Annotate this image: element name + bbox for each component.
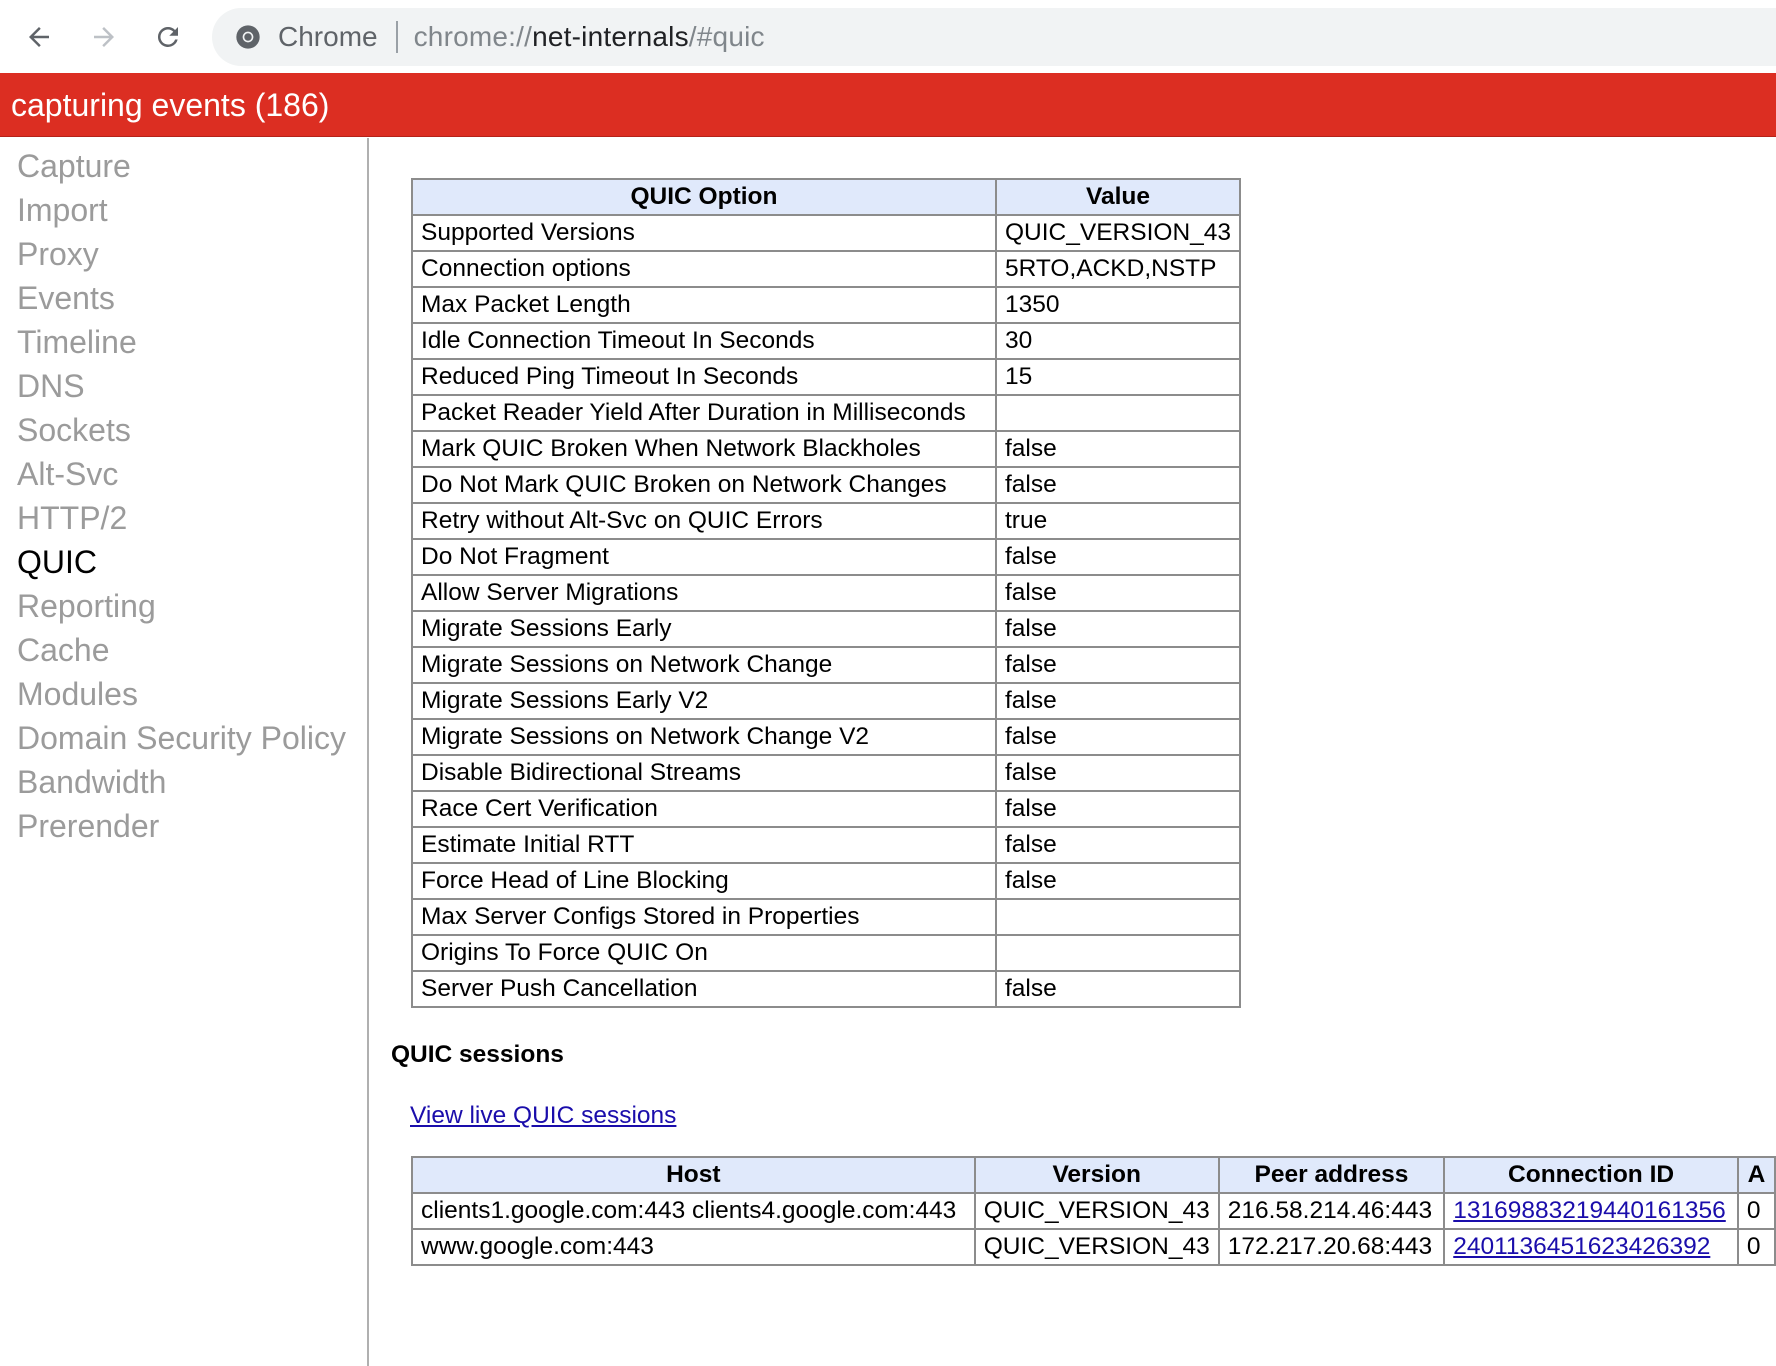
option-name-cell: Race Cert Verification <box>412 791 996 827</box>
column-header: QUIC Option <box>412 179 996 215</box>
quic-options-table <box>411 178 1241 1008</box>
table-row <box>412 863 1240 899</box>
table-row <box>412 395 1240 431</box>
option-value-cell: false <box>996 575 1240 611</box>
version-cell: QUIC_VERSION_43 <box>975 1229 1219 1265</box>
option-value-cell: false <box>996 431 1240 467</box>
table-header-row <box>412 179 1240 215</box>
main-content <box>371 138 1776 1366</box>
option-name-cell: Do Not Mark QUIC Broken on Network Changes <box>412 467 996 503</box>
arrow-left-icon <box>24 22 54 52</box>
table-row <box>412 287 1240 323</box>
peer-address-cell: 216.58.214.46:443 <box>1219 1193 1445 1229</box>
option-name-cell: Max Packet Length <box>412 287 996 323</box>
option-value-cell: false <box>996 647 1240 683</box>
table-row <box>412 503 1240 539</box>
connection-id-link[interactable]: 13169883219440161356 <box>1453 1197 1726 1224</box>
table-row <box>412 935 1240 971</box>
table-row <box>412 431 1240 467</box>
option-value-cell: false <box>996 827 1240 863</box>
address-bar[interactable] <box>212 8 1776 66</box>
option-value-cell: true <box>996 503 1240 539</box>
column-header: A <box>1738 1157 1775 1193</box>
chrome-logo-icon <box>234 23 262 51</box>
table-row <box>412 539 1240 575</box>
option-value-cell: 15 <box>996 359 1240 395</box>
option-name-cell: Reduced Ping Timeout In Seconds <box>412 359 996 395</box>
sidebar-item-import[interactable]: Import <box>17 192 108 228</box>
sidebar-item-cache[interactable]: Cache <box>17 632 110 668</box>
option-value-cell <box>996 935 1240 971</box>
arrow-right-icon <box>89 22 119 52</box>
connection-id-link[interactable]: 2401136451623426392 <box>1453 1233 1711 1260</box>
capture-status-bar: capturing events (186) <box>0 73 1776 137</box>
omnibox-divider <box>396 21 398 53</box>
option-name-cell: Disable Bidirectional Streams <box>412 755 996 791</box>
table-row <box>412 359 1240 395</box>
url-text[interactable] <box>414 21 765 53</box>
quic-sessions-heading: QUIC sessions <box>391 1041 564 1068</box>
browser-toolbar <box>0 0 1776 73</box>
option-name-cell: Retry without Alt-Svc on QUIC Errors <box>412 503 996 539</box>
sidebar-item-http-2[interactable]: HTTP/2 <box>17 500 128 536</box>
option-name-cell: Allow Server Migrations <box>412 575 996 611</box>
url-hash: /#quic <box>688 21 765 52</box>
option-value-cell: 1350 <box>996 287 1240 323</box>
version-cell: QUIC_VERSION_43 <box>975 1193 1219 1229</box>
peer-address-cell: 172.217.20.68:443 <box>1219 1229 1445 1265</box>
option-name-cell: Migrate Sessions on Network Change <box>412 647 996 683</box>
host-cell: clients1.google.com:443 clients4.google.com:443 <box>412 1193 975 1229</box>
view-live-sessions-link[interactable]: View live QUIC sessions <box>410 1102 677 1129</box>
option-value-cell: 30 <box>996 323 1240 359</box>
sidebar-item-proxy[interactable]: Proxy <box>17 236 99 272</box>
option-name-cell: Connection options <box>412 251 996 287</box>
sidebar-item-reporting[interactable]: Reporting <box>17 588 156 624</box>
option-name-cell: Server Push Cancellation <box>412 971 996 1007</box>
table-header-row <box>412 1157 1775 1193</box>
sidebar <box>0 138 369 1366</box>
table-row <box>412 467 1240 503</box>
option-value-cell: false <box>996 791 1240 827</box>
option-value-cell: false <box>996 863 1240 899</box>
option-value-cell: false <box>996 467 1240 503</box>
sidebar-item-quic[interactable]: QUIC <box>17 544 97 580</box>
table-row <box>412 611 1240 647</box>
option-name-cell: Migrate Sessions Early <box>412 611 996 647</box>
table-row <box>412 827 1240 863</box>
option-value-cell: false <box>996 755 1240 791</box>
option-value-cell: false <box>996 539 1240 575</box>
quic-sessions-table <box>411 1156 1776 1266</box>
option-value-cell: 5RTO,ACKD,NSTP <box>996 251 1240 287</box>
sidebar-item-capture[interactable]: Capture <box>17 148 131 184</box>
sidebar-item-timeline[interactable]: Timeline <box>17 324 137 360</box>
table-row <box>412 971 1240 1007</box>
table-row <box>412 647 1240 683</box>
option-name-cell: Migrate Sessions on Network Change V2 <box>412 719 996 755</box>
back-button[interactable] <box>16 14 62 60</box>
table-row <box>412 755 1240 791</box>
reload-icon <box>153 22 183 52</box>
table-row <box>412 323 1240 359</box>
sidebar-item-events[interactable]: Events <box>17 280 115 316</box>
option-name-cell: Supported Versions <box>412 215 996 251</box>
option-name-cell: Estimate Initial RTT <box>412 827 996 863</box>
option-value-cell: QUIC_VERSION_43 <box>996 215 1240 251</box>
option-value-cell: false <box>996 683 1240 719</box>
column-header: Peer address <box>1219 1157 1445 1193</box>
option-name-cell: Max Server Configs Stored in Properties <box>412 899 996 935</box>
sidebar-item-alt-svc[interactable]: Alt-Svc <box>17 456 119 492</box>
sidebar-item-prerender[interactable]: Prerender <box>17 808 160 844</box>
option-name-cell: Idle Connection Timeout In Seconds <box>412 323 996 359</box>
url-scheme: chrome:// <box>413 21 533 52</box>
option-name-cell: Migrate Sessions Early V2 <box>412 683 996 719</box>
option-value-cell <box>996 395 1240 431</box>
url-host: net-internals <box>532 21 689 52</box>
connection-id-cell <box>1444 1229 1738 1265</box>
option-name-cell: Origins To Force QUIC On <box>412 935 996 971</box>
column-header: Host <box>412 1157 975 1193</box>
table-row <box>412 791 1240 827</box>
sidebar-item-sockets[interactable]: Sockets <box>17 412 131 448</box>
table-row <box>412 899 1240 935</box>
sidebar-item-bandwidth[interactable]: Bandwidth <box>17 764 167 800</box>
forward-button[interactable] <box>81 14 127 60</box>
table-row <box>412 575 1240 611</box>
option-name-cell: Mark QUIC Broken When Network Blackholes <box>412 431 996 467</box>
option-value-cell: false <box>996 971 1240 1007</box>
table-row <box>412 251 1240 287</box>
host-cell: www.google.com:443 <box>412 1229 975 1265</box>
sidebar-item-dns[interactable]: DNS <box>17 368 85 404</box>
option-value-cell: false <box>996 719 1240 755</box>
truncated-cell: 0 <box>1738 1229 1775 1265</box>
sidebar-item-modules[interactable]: Modules <box>17 676 138 712</box>
connection-id-cell <box>1444 1193 1738 1229</box>
column-header: Value <box>996 179 1240 215</box>
table-row <box>412 215 1240 251</box>
option-value-cell <box>996 899 1240 935</box>
option-name-cell: Packet Reader Yield After Duration in Milliseconds <box>412 395 996 431</box>
table-row <box>412 683 1240 719</box>
option-name-cell: Do Not Fragment <box>412 539 996 575</box>
truncated-cell: 0 <box>1738 1193 1775 1229</box>
table-row <box>412 719 1240 755</box>
site-label: Chrome <box>278 21 378 52</box>
option-name-cell: Force Head of Line Blocking <box>412 863 996 899</box>
table-row <box>412 1193 1775 1229</box>
column-header: Version <box>975 1157 1219 1193</box>
column-header: Connection ID <box>1444 1157 1738 1193</box>
option-value-cell: false <box>996 611 1240 647</box>
sidebar-item-domain-security-policy[interactable]: Domain Security Policy <box>17 720 346 756</box>
reload-button[interactable] <box>145 14 191 60</box>
table-row <box>412 1229 1775 1265</box>
